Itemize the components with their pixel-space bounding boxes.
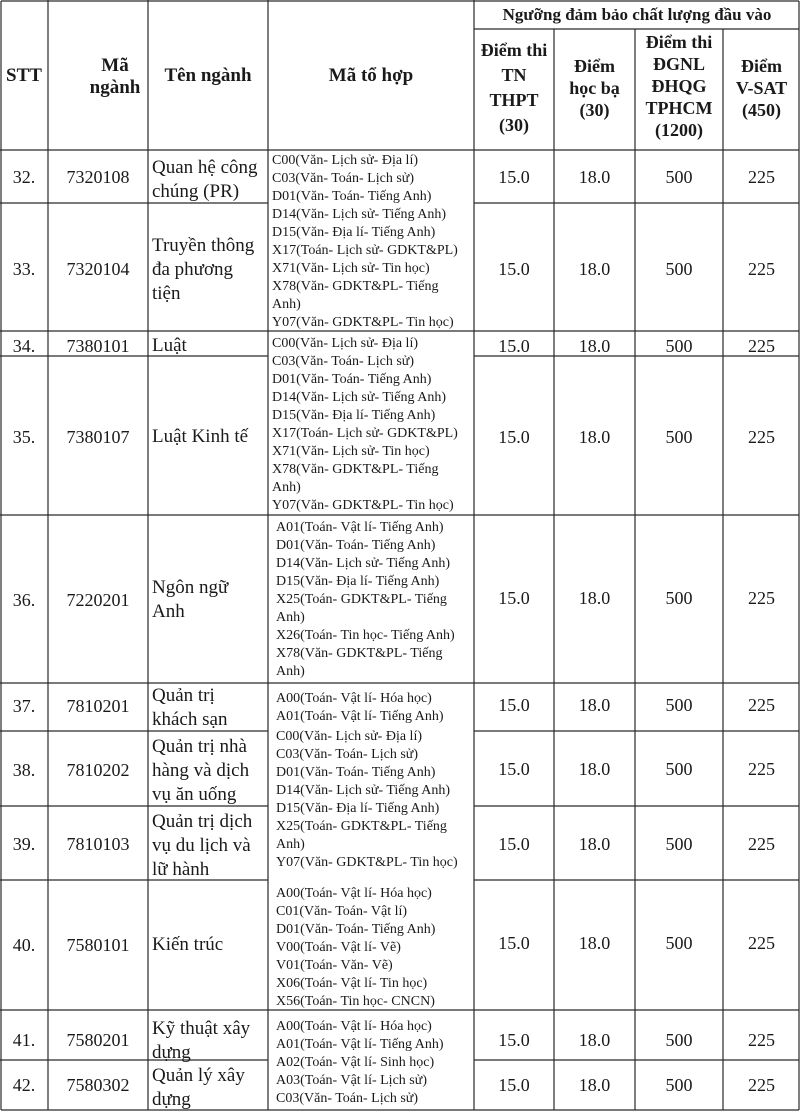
row-38-vsat: 225 — [748, 759, 775, 779]
row-41-name-2: dựng — [152, 1042, 191, 1063]
combo-line: X56(Toán- Tin học- CNCN) — [276, 994, 435, 1009]
row-41-thpt: 15.0 — [498, 1030, 530, 1050]
header-diem-vsat-1: Điểm — [741, 56, 782, 76]
header-diem-dgnl-2: ĐGNL — [652, 54, 705, 74]
header-diem-thpt-2: TN — [501, 65, 527, 85]
row-42-name-1: Quản lý xây — [152, 1065, 245, 1086]
combo-line: X78(Văn- GDKT&PL- Tiếng — [276, 646, 443, 661]
combo-line: A00(Toán- Vật lí- Hóa học) — [276, 691, 432, 706]
header-diem-dgnl-1: Điểm thi — [645, 32, 713, 52]
combo-line: C03(Văn- Toán- Lịch sử) — [272, 171, 415, 186]
row-33-code: 7320104 — [66, 259, 130, 279]
row-42-hocba: 18.0 — [578, 1075, 611, 1095]
row-37-thpt: 15.0 — [498, 695, 530, 715]
row-38-stt: 38. — [12, 760, 36, 780]
row-41-hocba: 18.0 — [578, 1030, 611, 1050]
header-diem-vsat-3: (450) — [742, 100, 781, 120]
row-38-hocba: 18.0 — [578, 759, 611, 779]
combo-line: A00(Toán- Vật lí- Hóa học) — [276, 886, 432, 901]
row-36-code: 7220201 — [66, 590, 130, 610]
row-39-code: 7810103 — [66, 834, 130, 854]
combo-line: A01(Toán- Vật lí- Tiếng Anh) — [276, 709, 444, 724]
combo-line: Anh) — [276, 664, 305, 679]
row-34-dgnl: 500 — [665, 336, 693, 356]
row-38-dgnl: 500 — [665, 759, 693, 779]
header-stt: STT — [6, 65, 42, 86]
combo-line: A00(Toán- Vật lí- Hóa học) — [276, 1019, 432, 1034]
row-33-name-1: Truyền thông — [152, 235, 255, 256]
row-32-name-1: Quan hệ công — [152, 157, 258, 178]
combo-line: D14(Văn- Lịch sử- Tiếng Anh) — [276, 556, 451, 571]
row-38-thpt: 15.0 — [498, 759, 530, 779]
row-33-thpt: 15.0 — [498, 259, 530, 279]
row-37-name-2: khách sạn — [152, 709, 228, 730]
header-diem-thpt-4: (30) — [499, 115, 529, 135]
row-37-stt: 37. — [12, 696, 36, 716]
combo-line: Anh) — [276, 610, 305, 625]
row-37-vsat: 225 — [748, 695, 775, 715]
row-41-code: 7580201 — [66, 1030, 130, 1050]
row-40-hocba: 18.0 — [578, 933, 611, 953]
row-36-stt: 36. — [12, 590, 36, 610]
row-41-name-1: Kỹ thuật xây — [152, 1018, 251, 1039]
row-40-dgnl: 500 — [665, 933, 693, 953]
row-35-code: 7380107 — [66, 427, 130, 447]
combo-line: D15(Văn- Địa lí- Tiếng Anh) — [272, 408, 436, 423]
combo-line: Y07(Văn- GDKT&PL- Tin học) — [272, 498, 454, 513]
combo-line: X06(Toán- Vật lí- Tin học) — [276, 976, 428, 991]
row-39-name-1: Quản trị dịch — [152, 811, 253, 832]
combo-line: C00(Văn- Lịch sử- Địa lí) — [272, 153, 418, 168]
row-39-stt: 39. — [12, 834, 36, 854]
row-37-code: 7810201 — [66, 696, 130, 716]
header-diem-thpt-3: THPT — [489, 90, 539, 110]
row-35-dgnl: 500 — [665, 427, 693, 447]
row-37-dgnl: 500 — [665, 695, 693, 715]
row-41-dgnl: 500 — [665, 1030, 693, 1050]
combo-line: D01(Văn- Toán- Tiếng Anh) — [276, 538, 436, 553]
header-diem-dgnl-5: (1200) — [655, 120, 703, 140]
row-34-hocba: 18.0 — [578, 336, 611, 356]
row-33-vsat: 225 — [748, 259, 775, 279]
combo-line: C03(Văn- Toán- Lịch sử) — [272, 354, 415, 369]
row-39-dgnl: 500 — [665, 834, 693, 854]
combo-line: C03(Văn- Toán- Lịch sử) — [276, 1091, 419, 1106]
combo-line: V00(Toán- Vật lí- Vẽ) — [276, 940, 401, 955]
combo-line: D01(Văn- Toán- Tiếng Anh) — [276, 922, 436, 937]
combo-line: Anh) — [272, 297, 301, 312]
row-32-dgnl: 500 — [665, 167, 693, 187]
row-42-name-2: dựng — [152, 1089, 191, 1110]
row-37-name-1: Quản trị — [152, 685, 215, 706]
row-34-name-1: Luật — [152, 335, 187, 356]
row-41-vsat: 225 — [748, 1030, 775, 1050]
header-ma-to-hop: Mã tổ hợp — [328, 65, 414, 86]
combo-line: D15(Văn- Địa lí- Tiếng Anh) — [276, 574, 440, 589]
combo-line: C00(Văn- Lịch sử- Địa lí) — [276, 729, 422, 744]
row-36-name-1: Ngôn ngữ — [152, 577, 229, 598]
row-32-name-2: chúng (PR) — [152, 181, 240, 202]
combo-line: Anh) — [272, 480, 301, 495]
combo-line: X25(Toán- GDKT&PL- Tiếng — [276, 592, 447, 607]
row-40-name-1: Kiến trúc — [152, 934, 224, 955]
row-41-stt: 41. — [12, 1030, 36, 1050]
row-40-thpt: 15.0 — [498, 933, 530, 953]
row-39-name-3: lữ hành — [152, 859, 210, 880]
row-38-code: 7810202 — [66, 760, 130, 780]
combo-line: X71(Văn- Lịch sử- Tin học) — [272, 261, 430, 276]
header-ma-nganh-1: Mã — [101, 55, 129, 76]
combo-line: C01(Văn- Toán- Vật lí) — [276, 904, 408, 919]
row-42-vsat: 225 — [748, 1075, 775, 1095]
row-40-vsat: 225 — [748, 933, 775, 953]
combo-line: X17(Toán- Lịch sử- GDKT&PL) — [272, 426, 458, 441]
row-40-code: 7580101 — [66, 935, 130, 955]
combo-line: X25(Toán- GDKT&PL- Tiếng — [276, 819, 447, 834]
combo-line: D01(Văn- Toán- Tiếng Anh) — [272, 372, 432, 387]
header-diem-hocba-3: (30) — [579, 100, 610, 120]
combo-line: D01(Văn- Toán- Tiếng Anh) — [276, 765, 436, 780]
combo-line: D14(Văn- Lịch sử- Tiếng Anh) — [272, 207, 447, 222]
row-40-stt: 40. — [12, 935, 36, 955]
combo-line: X78(Văn- GDKT&PL- Tiếng — [272, 462, 439, 477]
combo-line: C03(Văn- Toán- Lịch sử) — [276, 747, 419, 762]
combo-line: A01(Toán- Vật lí- Tiếng Anh) — [276, 1037, 444, 1052]
row-38-name-1: Quản trị nhà — [152, 736, 247, 757]
combo-line: D15(Văn- Địa lí- Tiếng Anh) — [276, 801, 440, 816]
header-diem-dgnl-3: ĐHQG — [651, 76, 707, 96]
row-33-dgnl: 500 — [665, 259, 693, 279]
combo-line: A01(Toán- Vật lí- Tiếng Anh) — [276, 520, 444, 535]
combo-line: D15(Văn- Địa lí- Tiếng Anh) — [272, 225, 436, 240]
row-42-code: 7580302 — [66, 1075, 130, 1095]
row-35-vsat: 225 — [748, 427, 775, 447]
header-diem-vsat-2: V-SAT — [735, 78, 788, 98]
row-39-name-2: vụ du lịch và — [152, 835, 251, 856]
row-35-thpt: 15.0 — [498, 427, 530, 447]
row-36-vsat: 225 — [748, 588, 775, 608]
combo-line: X78(Văn- GDKT&PL- Tiếng — [272, 279, 439, 294]
row-34-code: 7380101 — [66, 336, 130, 356]
combo-line: V01(Toán- Văn- Vẽ) — [276, 958, 393, 973]
header-group-title: Ngưỡng đảm bảo chất lượng đầu vào — [502, 5, 772, 24]
header-diem-thpt-1: Điểm thi — [480, 40, 548, 60]
row-33-name-2: đa phương — [152, 259, 234, 280]
row-33-name-3: tiện — [152, 283, 181, 304]
combo-line: D14(Văn- Lịch sử- Tiếng Anh) — [272, 390, 447, 405]
row-39-vsat: 225 — [748, 834, 775, 854]
header-ten-nganh: Tên ngành — [164, 65, 252, 86]
combo-line: X71(Văn- Lịch sử- Tin học) — [272, 444, 430, 459]
row-38-name-3: vụ ăn uống — [152, 784, 237, 805]
combo-line: Y07(Văn- GDKT&PL- Tin học) — [272, 315, 454, 330]
row-33-hocba: 18.0 — [578, 259, 611, 279]
combo-line: A02(Toán- Vật lí- Sinh học) — [276, 1055, 435, 1070]
row-36-dgnl: 500 — [665, 588, 693, 608]
row-33-stt: 33. — [12, 259, 36, 279]
row-39-hocba: 18.0 — [578, 834, 611, 854]
header-ma-nganh-2: ngành — [89, 77, 141, 98]
combo-line: A03(Toán- Vật lí- Lịch sử) — [276, 1073, 427, 1088]
row-35-name-1: Luật Kinh tế — [152, 426, 249, 447]
row-42-stt: 42. — [12, 1075, 36, 1095]
row-34-stt: 34. — [12, 336, 36, 356]
row-39-thpt: 15.0 — [498, 834, 530, 854]
row-37-hocba: 18.0 — [578, 695, 611, 715]
row-42-thpt: 15.0 — [498, 1075, 530, 1095]
row-34-vsat: 225 — [748, 336, 775, 356]
row-32-code: 7320108 — [66, 167, 130, 187]
header-diem-dgnl-4: TPHCM — [645, 98, 713, 118]
row-36-thpt: 15.0 — [498, 588, 530, 608]
combo-line: Y07(Văn- GDKT&PL- Tin học) — [276, 855, 458, 870]
combo-line: C00(Văn- Lịch sử- Địa lí) — [272, 336, 418, 351]
row-32-thpt: 15.0 — [498, 167, 530, 187]
row-38-name-2: hàng và dịch — [152, 760, 250, 781]
header-diem-hocba-2: học bạ — [569, 78, 620, 98]
combo-line: X26(Toán- Tin học- Tiếng Anh) — [276, 628, 455, 643]
combo-line: D01(Văn- Toán- Tiếng Anh) — [272, 189, 432, 204]
combo-line: X17(Toán- Lịch sử- GDKT&PL) — [272, 243, 458, 258]
row-32-stt: 32. — [12, 167, 36, 187]
row-36-name-2: Anh — [152, 601, 185, 622]
row-34-thpt: 15.0 — [498, 336, 530, 356]
header-diem-hocba-1: Điểm — [574, 56, 615, 76]
row-35-stt: 35. — [12, 427, 36, 447]
row-32-vsat: 225 — [748, 167, 775, 187]
row-36-hocba: 18.0 — [578, 588, 611, 608]
combo-line: Anh) — [276, 837, 305, 852]
combo-line: D14(Văn- Lịch sử- Tiếng Anh) — [276, 783, 451, 798]
row-35-hocba: 18.0 — [578, 427, 611, 447]
row-32-hocba: 18.0 — [578, 167, 611, 187]
row-42-dgnl: 500 — [665, 1075, 693, 1095]
